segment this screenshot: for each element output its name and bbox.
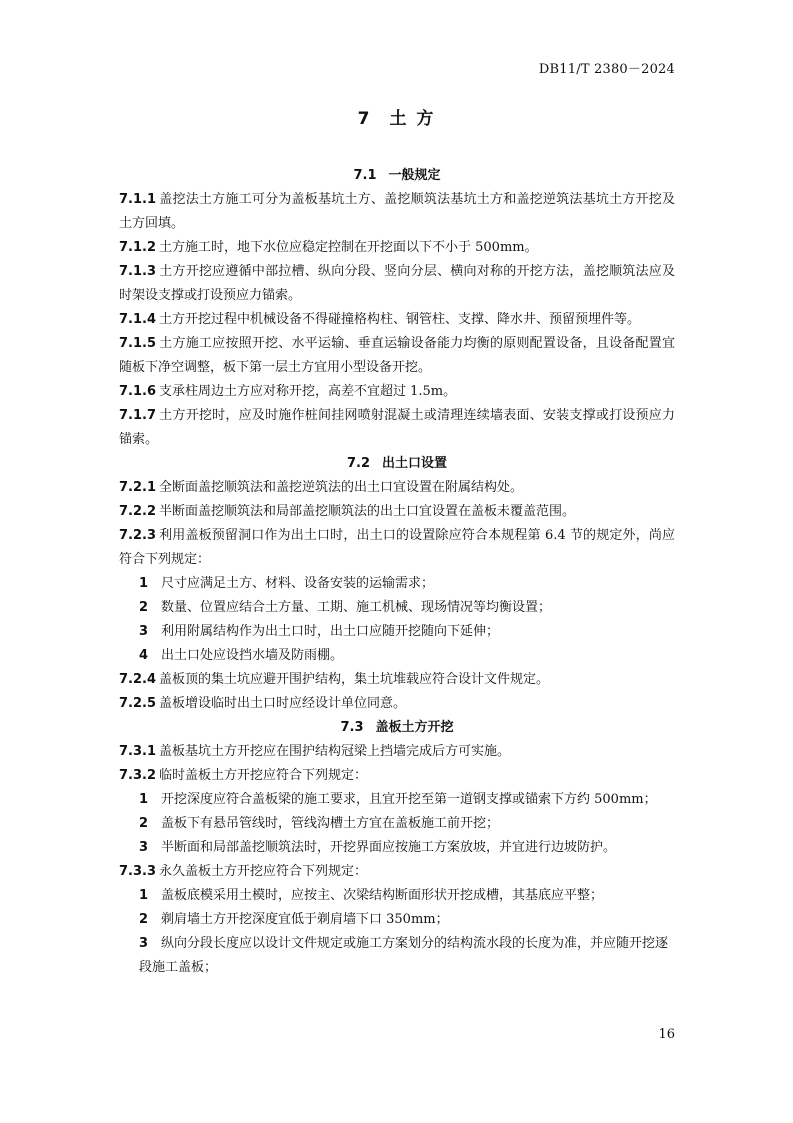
clause-text: 盖挖法土方施工可分为盖板基坑土方、盖挖顺筑法基坑土方和盖挖逆筑法基坑土方开挖及土方回填。	[119, 192, 675, 231]
item-text: 出土口处应设挡水墙及防雨棚。	[161, 648, 344, 663]
clause-number: 7.2.4	[119, 672, 157, 687]
clause	[119, 188, 675, 236]
clause-number: 7.2.2	[119, 504, 157, 519]
clause	[119, 260, 675, 308]
clause-number: 7.1.7	[119, 408, 157, 423]
clause	[119, 692, 675, 716]
item-text: 数量、位置应结合土方量、工期、施工机械、现场情况等均衡设置；	[161, 600, 552, 615]
clause-text: 半断面盖挖顺筑法和局部盖挖顺筑法的出土口宜设置在盖板未覆盖范围。	[159, 504, 576, 519]
clause	[119, 668, 675, 692]
item-number: 1	[139, 792, 149, 807]
clause-text: 土方施工应按照开挖、水平运输、垂直运输设备能力均衡的原则配置设备，且设备配置宜随板下净空调整，板下第一层土方宜用小型设备开挖。	[119, 336, 675, 375]
section-heading	[119, 164, 675, 188]
section-number: 7.3	[340, 720, 364, 735]
clause-text: 土方开挖应遵循中部拉槽、纵向分段、竖向分层、横向对称的开挖方法，盖挖顺筑法应及时架设支撑或打设预应力锚索。	[119, 264, 675, 303]
item-number: 1	[139, 576, 149, 591]
chapter-number: 7	[357, 109, 372, 129]
clause-number: 7.2.3	[119, 528, 157, 543]
clause-number: 7.2.1	[119, 480, 157, 495]
list-item	[119, 572, 675, 596]
item-number: 1	[139, 888, 149, 903]
item-text: 尺寸应满足土方、材料、设备安装的运输需求；	[161, 576, 435, 591]
clause-text: 盖板顶的集土坑应避开围护结构，集土坑堆载应符合设计文件规定。	[159, 672, 550, 687]
clause	[119, 524, 675, 572]
chapter-name: 土 方	[389, 109, 436, 129]
clause-text: 土方施工时，地下水位应稳定控制在开挖面以下不小于 500mm。	[159, 240, 538, 255]
clause-text: 永久盖板土方开挖应符合下列规定：	[159, 864, 368, 879]
page-number: 16	[658, 1027, 675, 1042]
clause	[119, 500, 675, 524]
clause-text: 盖板基坑土方开挖应在围护结构冠梁上挡墙完成后方可实施。	[159, 744, 511, 759]
item-text: 利用附属结构作为出土口时，出土口应随开挖随向下延伸；	[161, 624, 500, 639]
list-item	[119, 620, 675, 644]
section-heading	[119, 716, 675, 740]
clause	[119, 236, 675, 260]
item-number: 2	[139, 600, 149, 615]
section-heading	[119, 452, 675, 476]
item-text: 纵向分段长度应以设计文件规定或施工方案划分的结构流水段的长度为准，并应随开挖逐段施工盖板；	[139, 936, 669, 975]
item-number: 2	[139, 912, 149, 927]
list-item	[119, 812, 675, 836]
clause-number: 7.1.5	[119, 336, 157, 351]
item-number: 3	[139, 840, 149, 855]
clause-text: 临时盖板土方开挖应符合下列规定：	[159, 768, 368, 783]
section-title-text: 盖板土方开挖	[375, 720, 454, 735]
clause	[119, 404, 675, 452]
item-text: 开挖深度应符合盖板梁的施工要求，且宜开挖至第一道钢支撑或锚索下方约 500mm；	[161, 792, 657, 807]
clause-text: 土方开挖过程中机械设备不得碰撞格构柱、钢管柱、支撑、降水井、预留预埋件等。	[159, 312, 641, 327]
clause-number: 7.3.2	[119, 768, 157, 783]
section-number: 7.2	[346, 456, 370, 471]
item-number: 4	[139, 648, 149, 663]
item-number: 3	[139, 936, 149, 951]
clause	[119, 332, 675, 380]
clause-text: 支承柱周边土方应对称开挖，高差不宜超过 1.5m。	[159, 384, 457, 399]
document-code: DB11/T 2380－2024	[538, 62, 675, 77]
clause-number: 7.1.6	[119, 384, 157, 399]
item-text: 盖板底模采用土模时，应按主、次梁结构断面形状开挖成槽，其基底应平整；	[161, 888, 604, 903]
item-text: 剃肩墙土方开挖深度宜低于剃肩墙下口 350mm；	[161, 912, 449, 927]
section-number: 7.1	[353, 168, 377, 183]
list-item	[119, 932, 675, 980]
list-item	[119, 596, 675, 620]
clause	[119, 476, 675, 500]
item-text: 盖板下有悬吊管线时，管线沟槽土方宜在盖板施工前开挖；	[161, 816, 500, 831]
chapter-title	[0, 104, 793, 129]
item-text: 半断面和局部盖挖顺筑法时，开挖界面应按施工方案放坡，并宜进行边坡防护。	[161, 840, 617, 855]
clause-text: 盖板增设临时出土口时应经设计单位同意。	[159, 696, 407, 711]
clause-number: 7.1.3	[119, 264, 157, 279]
clause-number: 7.1.2	[119, 240, 157, 255]
list-item	[119, 884, 675, 908]
item-number: 2	[139, 816, 149, 831]
clause-text: 利用盖板预留洞口作为出土口时，出土口的设置除应符合本规程第 6.4 节的规定外，尚应符合下列规定：	[119, 528, 675, 567]
clause	[119, 764, 675, 788]
clause-number: 7.1.4	[119, 312, 157, 327]
clause	[119, 860, 675, 884]
section-title-text: 一般规定	[388, 168, 441, 183]
list-item	[119, 836, 675, 860]
list-item	[119, 788, 675, 812]
section-title-text: 出土口设置	[382, 456, 448, 471]
clause	[119, 740, 675, 764]
list-item	[119, 644, 675, 668]
clause-number: 7.3.1	[119, 744, 157, 759]
clause-text: 全断面盖挖顺筑法和盖挖逆筑法的出土口宜设置在附属结构处。	[159, 480, 524, 495]
clause	[119, 308, 675, 332]
page-content	[119, 164, 675, 980]
clause	[119, 380, 675, 404]
item-number: 3	[139, 624, 149, 639]
list-item	[119, 908, 675, 932]
clause-number: 7.3.3	[119, 864, 157, 879]
clause-text: 土方开挖时，应及时施作桩间挂网喷射混凝土或清理连续墙表面、安装支撑或打设预应力锚索。	[119, 408, 675, 447]
clause-number: 7.2.5	[119, 696, 157, 711]
clause-number: 7.1.1	[119, 192, 157, 207]
